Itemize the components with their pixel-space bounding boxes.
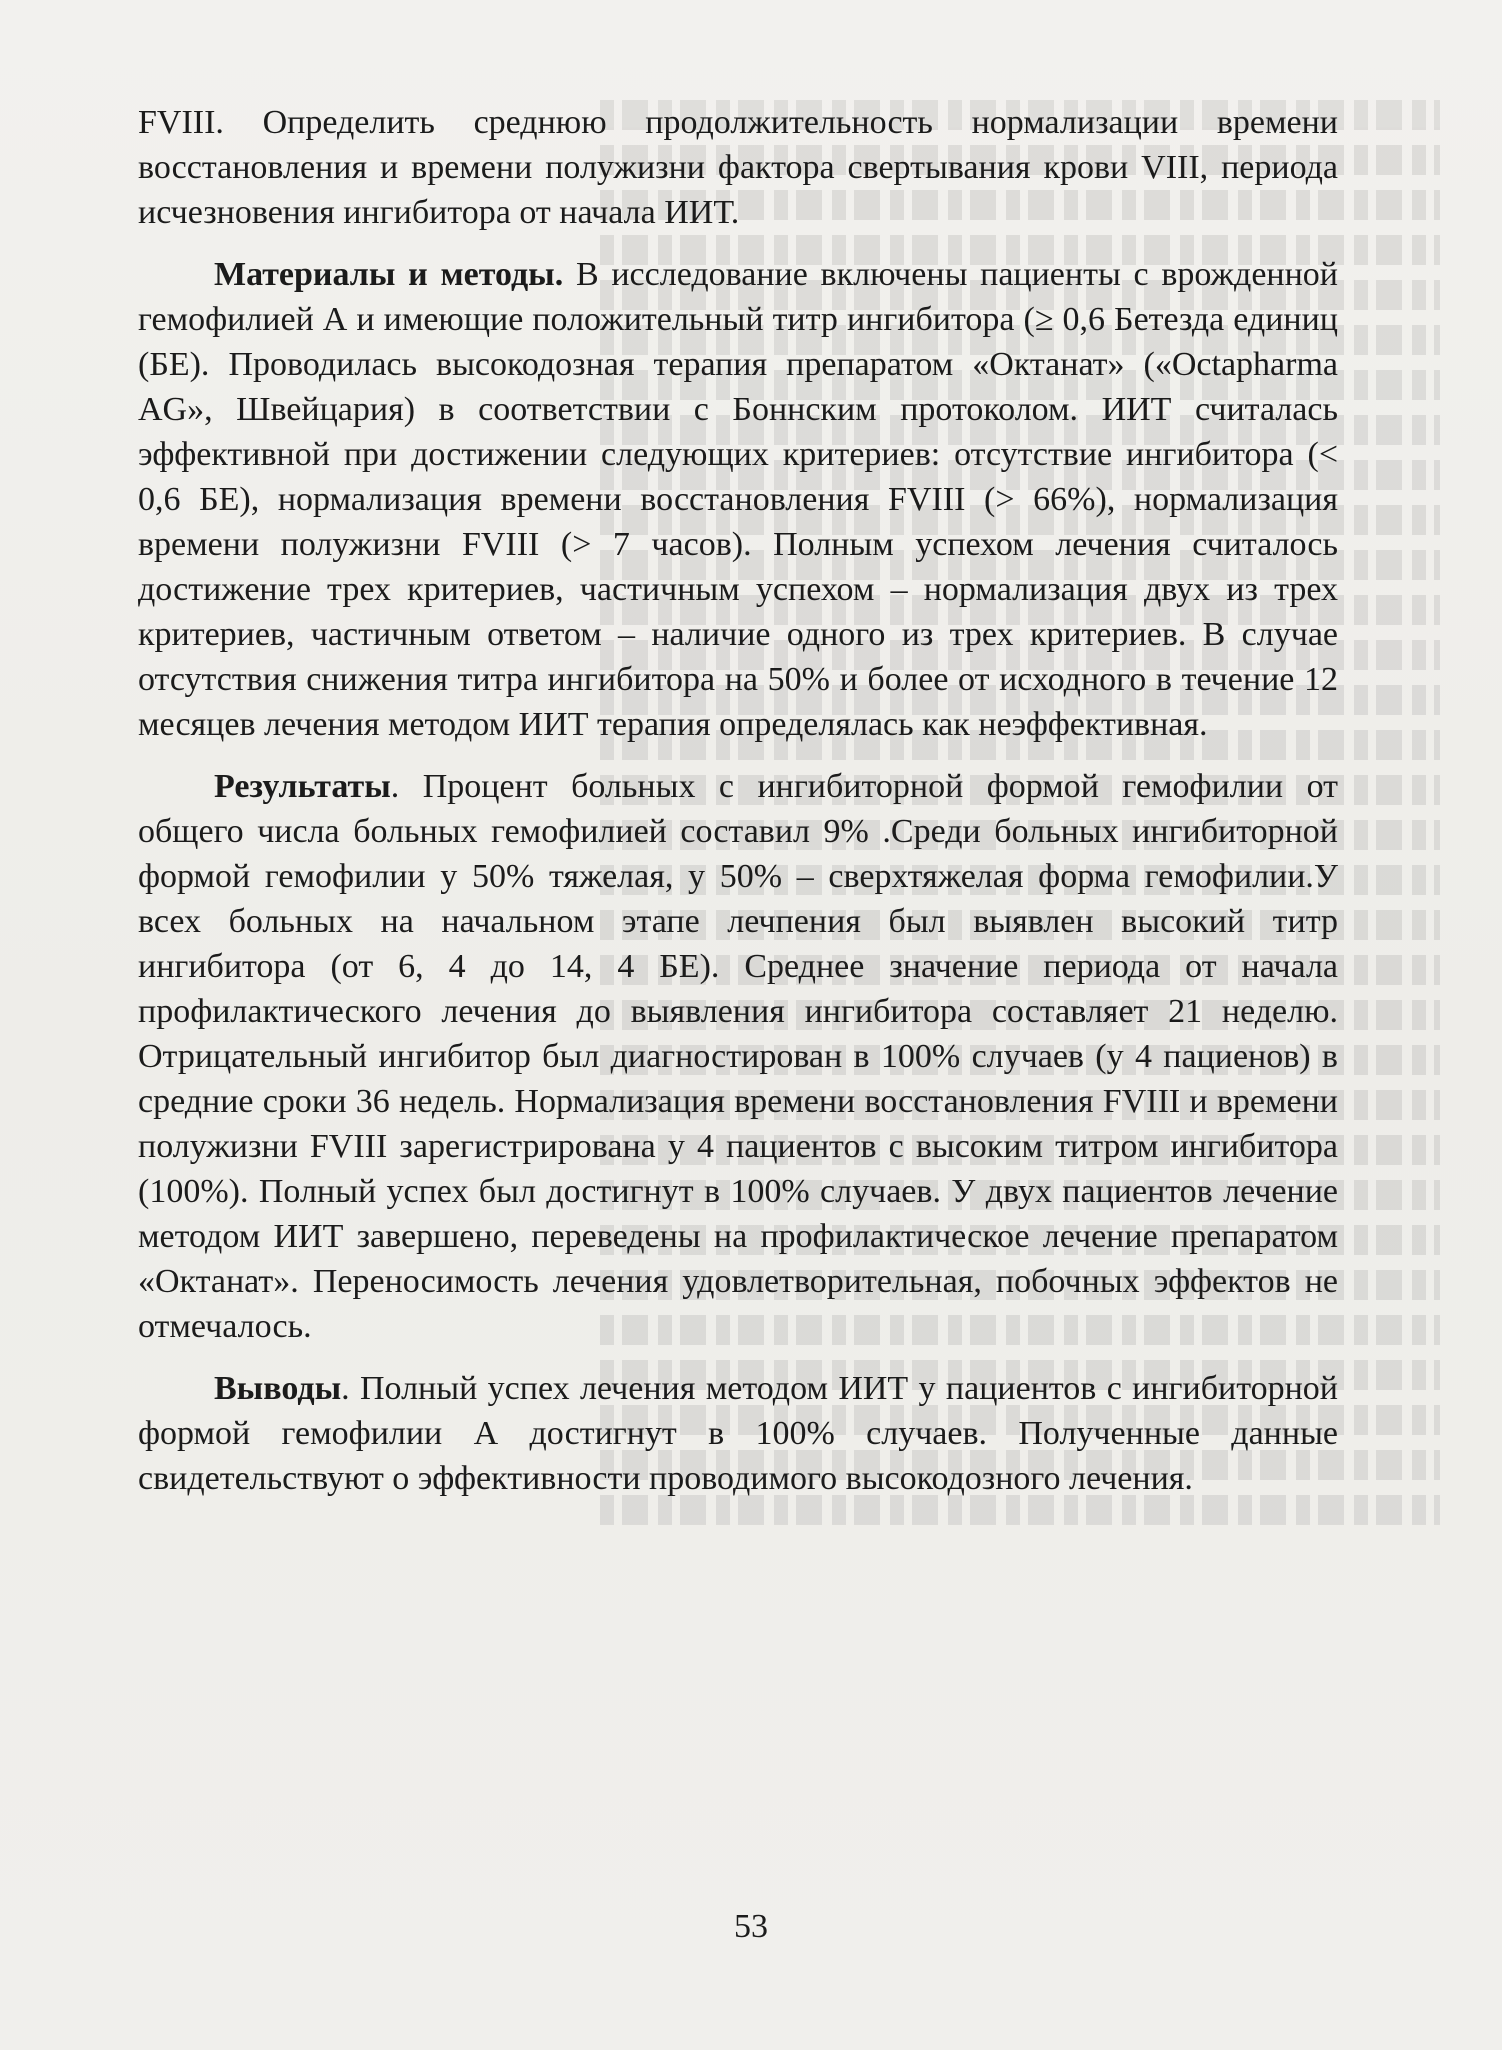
- document-body: [138, 100, 1338, 1518]
- paragraph-conclusions: [138, 1366, 1338, 1501]
- page-number: 53: [734, 1908, 768, 1945]
- section-heading-materials-methods: Материалы и методы.: [214, 256, 564, 293]
- paragraph-materials-methods: [138, 252, 1338, 747]
- paragraph-text: . Полный успех лечения методом ИИТ у пациентов с ингибиторной формой гемофилии А достигнут в 100% случаев. Полученные данные свидетельствуют о эффективности проводимого высокодозного лечения.: [138, 1370, 1338, 1497]
- section-heading-conclusions: Выводы: [214, 1370, 342, 1407]
- paragraph-text: В исследование включены пациенты с врожденной гемофилией А и имеющие положительный титр ингибитора (≥ 0,6 Бетезда единиц (БЕ). Проводилась высокодозная терапия препаратом «Октанат» («Octapharma AG», Швейцария) в соответствии с Боннским протоколом. ИИТ считалась эффективной при достижении следующих критериев: отсутствие ингибитора (< 0,6 БЕ), нормализация времени восстановления FVIII (> 66%), нормализация времени полужизни FVIII (> 7 часов). Полным успехом лечения считалось достижение трех критериев, частичным успехом – нормализация двух из трех критериев, частичным ответом – наличие одного из трех критериев. В случае отсутствия снижения титра ингибитора на 50% и более от исходного в течение 12 месяцев лечения методом ИИТ терапия определялась как неэффективная.: [138, 256, 1339, 743]
- paragraph-results: [138, 764, 1338, 1349]
- paragraph-text: . Процент больных с ингибиторной формой гемофилии от общего числа больных гемофилией составил 9% .Среди больных ингибиторной формой гемофилии у 50% тяжелая, у 50% – сверхтяжелая форма гемофилии.У всех больных на начальном этапе лечпения был выявлен высокий титр ингибитора (от 6, 4 до 14, 4 БЕ). Среднее значение периода от начала профилактического лечения до выявления ингибитора составляет 21 неделю. Отрицательный ингибитор был диагностирован в 100% случаев (у 4 пациенов) в средние сроки 36 недель. Нормализация времени восстановления FVIII и времени полужизни FVIII зарегистрирована у 4 пациентов с высоким титром ингибитора (100%). Полный успех был достигнут в 100% случаев. У двух пациентов лечение методом ИИТ завершено, переведены на профилактическое лечение препаратом «Октанат». Переносимость лечения удовлетворительная, побочных эффектов не отмечалось.: [138, 768, 1338, 1345]
- paragraph-text: FVIII. Определить среднюю продолжительность нормализации времени восстановления и времени полужизни фактора свертывания крови VIII, периода исчезновения ингибитора от начала ИИТ.: [138, 104, 1338, 231]
- paragraph-aims-continued: [138, 100, 1338, 235]
- section-heading-results: Результаты: [214, 768, 391, 805]
